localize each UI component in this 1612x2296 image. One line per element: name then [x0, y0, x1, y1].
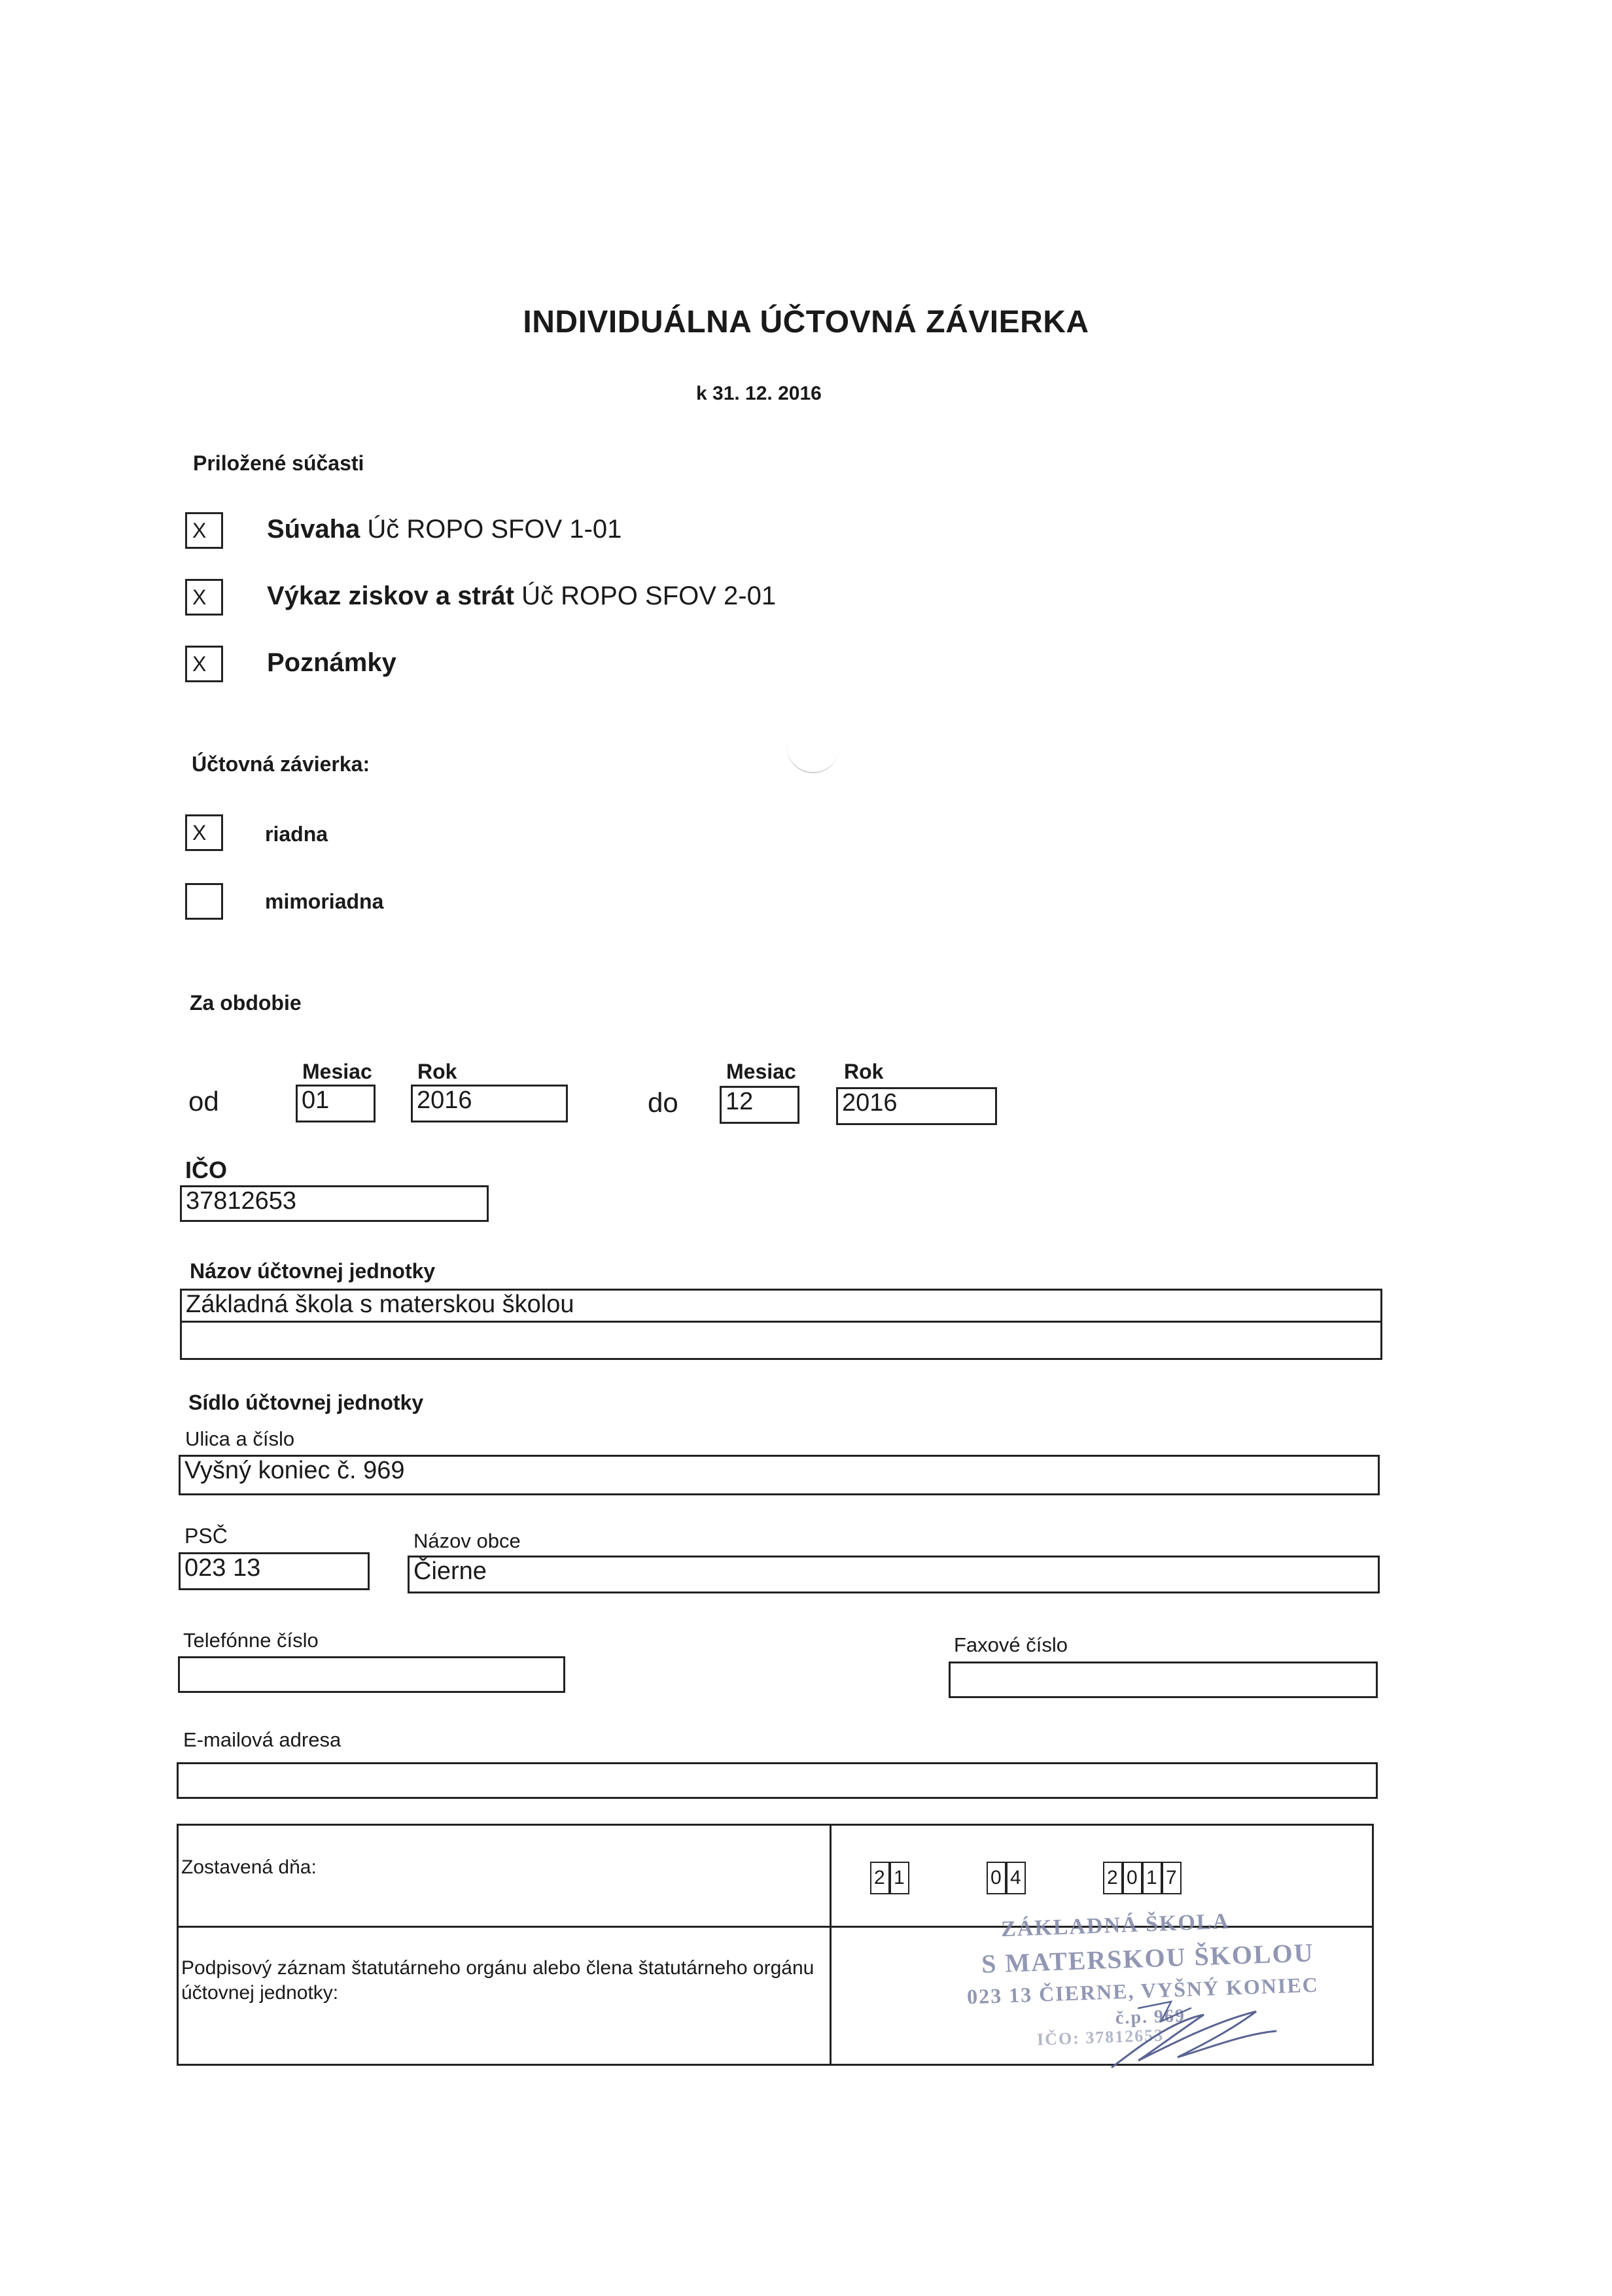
ico-field[interactable]: 37812653	[180, 1185, 489, 1222]
from-year-label: Rok	[417, 1060, 457, 1083]
from-month-field[interactable]: 01	[296, 1085, 376, 1122]
checkbox-mimoriadna[interactable]	[185, 883, 223, 920]
to-month-label: Mesiac	[726, 1060, 796, 1083]
compiled-label: Zostavená dňa:	[181, 1856, 317, 1878]
city-field[interactable]: Čierne	[408, 1556, 1380, 1593]
option-riadna-label: riadna	[265, 822, 328, 846]
checkbox-suvaha[interactable]: X	[185, 512, 223, 549]
phone-label: Telefónne číslo	[183, 1629, 319, 1652]
email-label: E-mailová adresa	[183, 1728, 342, 1751]
year-digit-2[interactable]: 0	[1123, 1862, 1142, 1894]
day-digit-2[interactable]: 1	[890, 1862, 909, 1894]
checkbox-riadna[interactable]: X	[185, 814, 223, 851]
month-digit-2[interactable]: 4	[1006, 1862, 1026, 1894]
attached-parts-label: Priložené súčasti	[193, 451, 364, 475]
checkbox-vykaz[interactable]: X	[185, 579, 223, 616]
item-suvaha-code: Úč ROPO SFOV 1-01	[360, 515, 622, 544]
fax-field[interactable]	[949, 1661, 1378, 1698]
item-suvaha	[267, 515, 622, 544]
item-vykaz-code: Úč ROPO SFOV 2-01	[514, 582, 777, 610]
table-vertical-divider	[830, 1825, 832, 2064]
stamp-line-2: S MATERSKOU ŠKOLOU	[981, 1938, 1315, 1979]
street-field[interactable]: Vyšný koniec č. 969	[179, 1455, 1380, 1495]
stamp-line-4: č.p. 969	[1115, 2006, 1186, 2028]
item-vykaz	[267, 582, 776, 611]
phone-field[interactable]	[178, 1656, 565, 1693]
checkbox-poznamky[interactable]: X	[185, 646, 223, 682]
stamp-line-3: 023 13 ČIERNE, VYŠNÝ KONIEC	[966, 1972, 1320, 2009]
signature-scribble	[1099, 1995, 1295, 2074]
fax-label: Faxové číslo	[954, 1633, 1068, 1656]
month-digit-1[interactable]: 0	[987, 1862, 1006, 1894]
from-label: od	[188, 1086, 219, 1117]
to-year-label: Rok	[844, 1060, 884, 1083]
email-field[interactable]	[177, 1762, 1378, 1799]
from-month-label: Mesiac	[302, 1060, 372, 1083]
period-label: Za obdobie	[190, 991, 302, 1015]
stamp-line-5: IČO: 37812653	[1036, 2025, 1165, 2049]
city-label: Názov obce	[413, 1529, 521, 1552]
paper-mark	[783, 742, 839, 777]
from-year-field[interactable]: 2016	[411, 1085, 568, 1122]
document-title: INDIVIDUÁLNA ÚČTOVNÁ ZÁVIERKA	[523, 305, 1089, 339]
item-poznamky	[267, 648, 396, 678]
statement-type-label: Účtovná závierka:	[192, 752, 370, 776]
year-digit-1[interactable]: 2	[1103, 1862, 1123, 1894]
year-digit-4[interactable]: 7	[1162, 1862, 1182, 1894]
item-suvaha-title: Súvaha	[267, 515, 360, 544]
psc-label: PSČ	[184, 1524, 228, 1548]
entity-name-label: Názov účtovnej jednotky	[190, 1259, 436, 1283]
to-year-field[interactable]: 2016	[836, 1087, 997, 1125]
psc-field[interactable]: 023 13	[179, 1552, 370, 1590]
stamp-line-1: ZÁKLADNÁ ŠKOLA	[1000, 1909, 1231, 1942]
to-month-field[interactable]: 12	[720, 1086, 799, 1124]
item-poznamky-title: Poznámky	[267, 648, 396, 677]
year-digit-3[interactable]: 1	[1142, 1862, 1162, 1894]
street-label: Ulica a číslo	[185, 1427, 295, 1450]
signature-label: Podpisový záznam štatutárneho orgánu alebo člena štatutárneho orgánu účtovnej jednotky:	[181, 1957, 815, 2004]
as-of-date: k 31. 12. 2016	[696, 383, 822, 404]
to-label: do	[648, 1087, 678, 1118]
entity-name-line2[interactable]	[180, 1321, 1382, 1360]
address-label: Sídlo účtovnej jednotky	[188, 1391, 424, 1414]
option-mimoriadna-label: mimoriadna	[265, 890, 384, 913]
ico-label: IČO	[185, 1157, 228, 1183]
day-digit-1[interactable]: 2	[870, 1862, 890, 1894]
item-vykaz-title: Výkaz ziskov a strát	[267, 582, 514, 610]
entity-name-line1[interactable]: Základná škola s materskou školou	[180, 1289, 1382, 1323]
